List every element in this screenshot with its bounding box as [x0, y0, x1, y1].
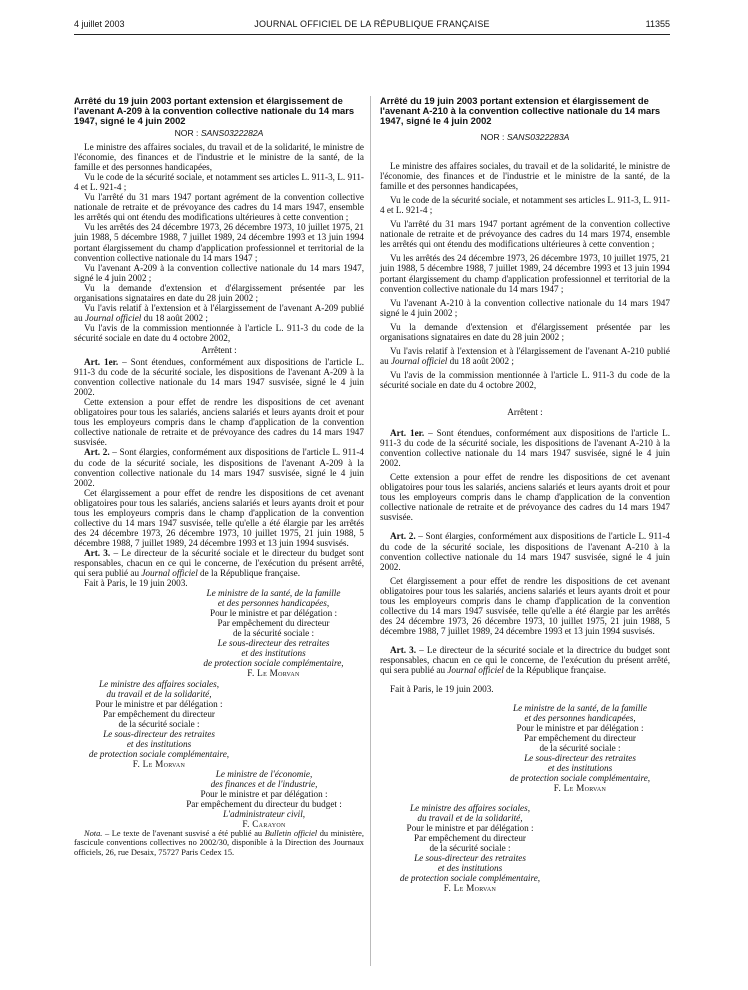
sig-line: Par empêchement du directeur du budget : — [186, 799, 342, 810]
left-article-2 — [74, 447, 364, 487]
issue-date: 4 juillet 2003 — [74, 19, 125, 29]
sig-line: Par empêchement du directeur — [524, 733, 636, 744]
right-vu-3: Vu les arrêtés des 24 décembre 1973, 26 décembre 1973, 10 juillet 1975, 21 juin 1988, 5 décembre 1988, 7 juillet 1989, 24 décembre 1993 et 13 juin 1994 portant élargissement du champ d'application professionnel et territorial de la convention collective nationale du 14 mars 1947 ; — [380, 253, 670, 294]
left-article-3 — [74, 548, 364, 578]
sig-line: de protection sociale complémentaire, — [399, 872, 541, 883]
sig-line: de protection sociale complémentaire, — [509, 773, 651, 784]
nota-bo: Bulletin officiel — [264, 829, 318, 839]
left-art3-label: Art. 3. — [84, 547, 111, 558]
sig-line: Pour le ministre et par délégation : — [209, 608, 338, 619]
left-signature-economie — [169, 769, 359, 829]
sig-line: Le ministre de la santé, de la famille — [513, 703, 647, 714]
sig-line: Par empêchement du directeur — [414, 832, 526, 843]
sig-line: de la sécurité sociale : — [232, 628, 315, 639]
signatory-name: F. Le Morvan — [553, 783, 607, 794]
left-article-2-p2: Cet élargissement a pour effet de rendre les dispositions de cet avenant obligatoires pour tous les salariés, anciens salariés et leurs ayants droit et pour tous les employeurs compris dans le champ d'application de la convention collective du 14 mars 1947 susvisée, telle qu'elle a été élargie par les arrêtés des 24 décembre 1973, 26 décembre 1973, 10 juillet 1975, 21 juin 1988, 5 décembre 1988, 7 juillet 1989, 24 décembre 1993 et 13 juin 1994 susvisés. — [74, 487, 364, 548]
left-art2-text: – Sont élargies, conformément aux dispositions de l'article L. 911-4 du code de la sécurité sociale, les dispositions de l'avenant A-209 à la convention collective nationale du 14 mars 1947 susvisée, signé le 4 juin 2002. — [74, 447, 364, 488]
sig-line: et des personnes handicapées, — [217, 598, 330, 609]
sig-line: des finances et de l'industrie, — [210, 779, 318, 789]
sig-line: de la sécurité sociale : — [429, 842, 511, 853]
right-art2-text: – Sont élargies, conformément aux dispositions de l'article L. 911-4 du code de la sécurité sociale, les dispositions de l'avenant A-210 à la convention collective nationale du 14 mars 1947 susvisée, signé le 4 juin 2002. — [380, 531, 670, 572]
right-art3-c: de la République française. — [503, 665, 607, 676]
sig-line: Le ministre de la santé, de la famille — [206, 588, 341, 599]
left-vu-2: Vu l'arrêté du 31 mars 1947 portant agrément de la convention collective nationale de retraite et de prévoyance des cadres du 14 mars 1947, ensemble les arrêtés qui ont étendu des modifications ultérieures à cette convention ; — [74, 192, 364, 223]
right-nor-label: NOR : — [480, 132, 507, 142]
left-vu-6-a: Vu l'avis relatif à l'extension et à l'élargissement de l'avenant A-209 publié au — [74, 302, 364, 323]
sig-line: Le sous-directeur des retraites — [414, 852, 526, 863]
sig-line: Pour le ministre et par délégation : — [406, 822, 534, 833]
nota-c: du ministère, fascicule conventions collectives no 2002/30, disponible à la Direction des Journaux officiels, 26, rue Desaix, 75727 Paris Cedex 15. — [74, 829, 364, 857]
right-nor — [380, 132, 670, 142]
left-signature-affaires-sociales — [74, 679, 244, 769]
header-rule — [74, 34, 670, 35]
sig-line: et des institutions — [547, 763, 613, 774]
left-art3-a: – Le directeur de la sécurité sociale et le directeur du budget sont responsables, chacun en ce qui le concerne, de l'exécution du présent arrêté, qui sera publié au — [74, 547, 364, 579]
column-divider — [370, 96, 371, 966]
right-fait-a-paris: Fait à Paris, le 19 juin 2003. — [390, 684, 494, 695]
left-vu-1: Vu le code de la sécurité sociale, et notamment ses articles L. 911-3, L. 911-4 et L. 921-4 ; — [74, 172, 364, 193]
sig-line: Pour le ministre et par délégation : — [200, 789, 328, 800]
right-vu-2: Vu l'arrêté du 31 mars 1947 portant agrément de la convention collective nationale de retraite et de prévoyance des cadres du 14 mars 1974, ensemble les arrêtés qui ont étendu des modifications ultérieures à cette convention ; — [380, 219, 670, 250]
left-nor-code: SANS0322282A — [200, 128, 264, 138]
left-arretent: Arrêtent : — [201, 344, 237, 355]
sig-line: Par empêchement du directeur — [217, 618, 330, 629]
left-art1-text: – Sont étendues, conformément aux dispositions de l'article L. 911-3 du code de la sécurité sociale, les dispositions de l'avenant A-209 à la convention collective nationale du 14 mars 1947 susvisée, signé le 4 juin 2002. — [74, 357, 364, 398]
left-vu-6-c: du 18 août 2002 ; — [141, 312, 208, 323]
right-vu-6 — [380, 346, 670, 366]
right-article-1 — [380, 428, 670, 468]
sig-line: Pour le ministre et par délégation : — [95, 698, 223, 709]
left-signature-sante — [186, 588, 361, 678]
signatory-name: F. Le Morvan — [132, 758, 186, 769]
right-art3-label: Art. 3. — [390, 644, 417, 655]
right-art1-label: Art. 1er. — [390, 428, 425, 439]
right-art3-a: – Le directeur de la sécurité sociale et la directrice du budget sont responsables, chacun en ce qui le concerne, de l'exécution du présent arrêté, qui sera publié au — [380, 644, 670, 676]
sig-line: Le sous-directeur des retraites — [524, 753, 636, 764]
sig-line: Par empêchement du directeur — [103, 708, 215, 719]
left-art3-jo: Journal officiel — [141, 568, 198, 579]
left-vu-6-jo: Journal officiel — [84, 312, 142, 323]
right-nor-code: SANS0322283A — [506, 132, 570, 142]
left-nota — [74, 829, 364, 857]
nota-label: Nota. — [84, 829, 103, 839]
right-vu-6-a: Vu l'avis relatif à l'extension et à l'élargissement de l'avenant A-210 publié au — [380, 345, 670, 366]
sig-line: du travail et de la solidarité, — [106, 688, 212, 699]
right-vu-4: Vu l'avenant A-210 à la convention collective nationale du 14 mars 1947 signé le 4 juin 2002 ; — [380, 297, 670, 318]
sig-line: Le sous-directeur des retraites — [103, 728, 215, 739]
right-vu-7: Vu l'avis de la commission mentionnée à l'article L. 911-3 du code de la sécurité sociale en date du 4 octobre 2002, — [380, 369, 670, 390]
sig-line: et des institutions — [126, 738, 192, 749]
signatory-name: F. Carayon — [242, 819, 286, 830]
signatory-name: F. Le Morvan — [247, 668, 300, 679]
signatory-name: F. Le Morvan — [443, 882, 497, 893]
right-signature-affaires-sociales — [380, 803, 560, 893]
right-article-1-p2: Cette extension a pour effet de rendre les dispositions de cet avenant obligatoires pour tous les salariés, anciens salariés et leurs ayants droit et pour tous les employeurs compris dans le champ d'application de la convention collective nationale de retraite et de prévoyance des cadres du 14 mars 1947 susvisée. — [380, 472, 670, 523]
left-art2-label: Art. 2. — [84, 447, 110, 458]
sig-line: du travail et de la solidarité, — [417, 812, 523, 823]
sig-line: de la sécurité sociale : — [539, 743, 621, 754]
right-vu-6-c: du 18 août 2002 ; — [447, 355, 514, 366]
sig-line: et des personnes handicapées, — [524, 713, 636, 724]
journal-title: JOURNAL OFFICIEL DE LA RÉPUBLIQUE FRANÇAISE — [254, 19, 490, 29]
sig-line: et des institutions — [241, 648, 306, 659]
right-decree-title: Arrêté du 19 juin 2003 portant extension et élargissement de l'avenant A-210 à la convention collective nationale du 14 mars 1947, signé le 4 juin 2002 — [380, 95, 661, 126]
page-header — [74, 19, 670, 31]
left-article-1-p2: Cette extension a pour effet de rendre les dispositions de cet avenant obligatoires pour tous les salariés, anciens salariés et leurs ayants droit et pour tous les employeurs compris dans le champ d'application de la convention collective nationale de retraite et de prévoyance des cadres du 14 mars 1947 susvisée. — [74, 397, 364, 448]
left-article-1 — [74, 357, 364, 397]
right-article-3 — [380, 645, 670, 675]
sig-line: L'administrateur civil, — [222, 809, 306, 820]
right-vu-5: Vu la demande d'extension et d'élargissement présentée par les organisations signataires en date du 28 juin 2002 ; — [380, 321, 670, 342]
right-vu-1: Vu le code de la sécurité sociale, et notamment ses articles L. 911-3, L. 911-4 et L. 921-4 ; — [380, 195, 670, 216]
nota-a: – Le texte de l'avenant susvisé a été publié au — [102, 829, 265, 839]
left-vu-6 — [74, 303, 364, 323]
right-intro: Le ministre des affaires sociales, du travail et de la solidarité, le ministre de l'économie, des finances et de l'industrie et le ministre de la santé, de la famille et des personnes handicapées, — [380, 161, 670, 192]
sig-line: Pour le ministre et par délégation : — [516, 723, 644, 734]
sig-line: Le sous-directeur des retraites — [217, 638, 330, 649]
right-arretent: Arrêtent : — [507, 406, 543, 417]
right-art3-jo: Journal officiel — [447, 665, 504, 676]
left-nor — [74, 128, 364, 138]
right-signature-sante — [490, 703, 670, 793]
left-art1-label: Art. 1er. — [84, 357, 119, 368]
right-art2-label: Art. 2. — [390, 531, 416, 542]
right-art1-text: – Sont étendues, conformément aux dispositions de l'article L. 911-3 du code de la sécurité sociale, les dispositions de l'avenant A-210 à la convention collective nationale du 14 mars 1947 susvisée, signé le 4 juin 2002. — [380, 428, 670, 469]
left-vu-5: Vu la demande d'extension et d'élargissement présentée par les organisations signataires en date du 28 juin 2002 ; — [74, 282, 364, 303]
sig-line: de protection sociale complémentaire, — [88, 748, 230, 759]
sig-line: Le ministre des affaires sociales, — [409, 802, 531, 813]
page-number: 11355 — [645, 19, 670, 29]
left-vu-7: Vu l'avis de la commission mentionnée à l'article L. 911-3 du code de la sécurité sociale en date du 4 octobre 2002, — [74, 322, 364, 343]
sig-line: Le ministre de l'économie, — [215, 768, 313, 779]
left-vu-4: Vu l'avenant A-209 à la convention collective nationale du 14 mars 1947, signé le 4 juin 2002 ; — [74, 262, 364, 283]
sig-line: de la sécurité sociale : — [118, 718, 200, 729]
left-decree-title: Arrêté du 19 juin 2003 portant extension et élargissement de l'avenant A-209 à la convention collective nationale du 14 mars 1947, signé le 4 juin 2002 — [74, 95, 355, 126]
right-article-2-p2: Cet élargissement a pour effet de rendre les dispositions de cet avenant obligatoires pour tous les salariés, anciens salariés et leurs ayants droit et pour tous les employeurs compris dans le champ d'application de la convention collective du 14 mars 1947 susvisée, telle qu'elle a été élargie par les arrêtés des 24 décembre 1973, 26 décembre 1973, 10 juillet 1975, 21 juin 1988, 5 décembre 1988, 7 juillet 1989, 24 décembre 1993 et 13 juin 1994 susvisés. — [380, 575, 670, 636]
left-nor-label: NOR : — [174, 128, 201, 138]
right-vu-6-jo: Journal officiel — [390, 355, 448, 366]
right-column — [380, 96, 670, 893]
left-vu-3: Vu les arrêtés des 24 décembre 1973, 26 décembre 1973, 10 juillet 1975, 21 juin 1988, 5 décembre 1988, 7 juillet 1989, 24 décembre 1993 et 13 juin 1994 portant élargissement du champ d'application professionnel et territorial de la convention collective nationale du 14 mars 1947 ; — [74, 222, 364, 263]
left-art3-c: de la République française. — [197, 568, 301, 579]
left-fait-a-paris: Fait à Paris, le 19 juin 2003. — [84, 578, 188, 589]
right-article-2 — [380, 531, 670, 571]
sig-line: Le ministre des affaires sociales, — [98, 678, 220, 689]
left-intro: Le ministre des affaires sociales, du travail et de la solidarité, le ministre de l'économie, des finances et de l'industrie et le ministre de la santé, de la famille et des personnes handicapées, — [74, 142, 364, 173]
sig-line: et des institutions — [437, 862, 503, 873]
left-column — [74, 96, 364, 857]
sig-line: de protection sociale complémentaire, — [203, 658, 344, 669]
